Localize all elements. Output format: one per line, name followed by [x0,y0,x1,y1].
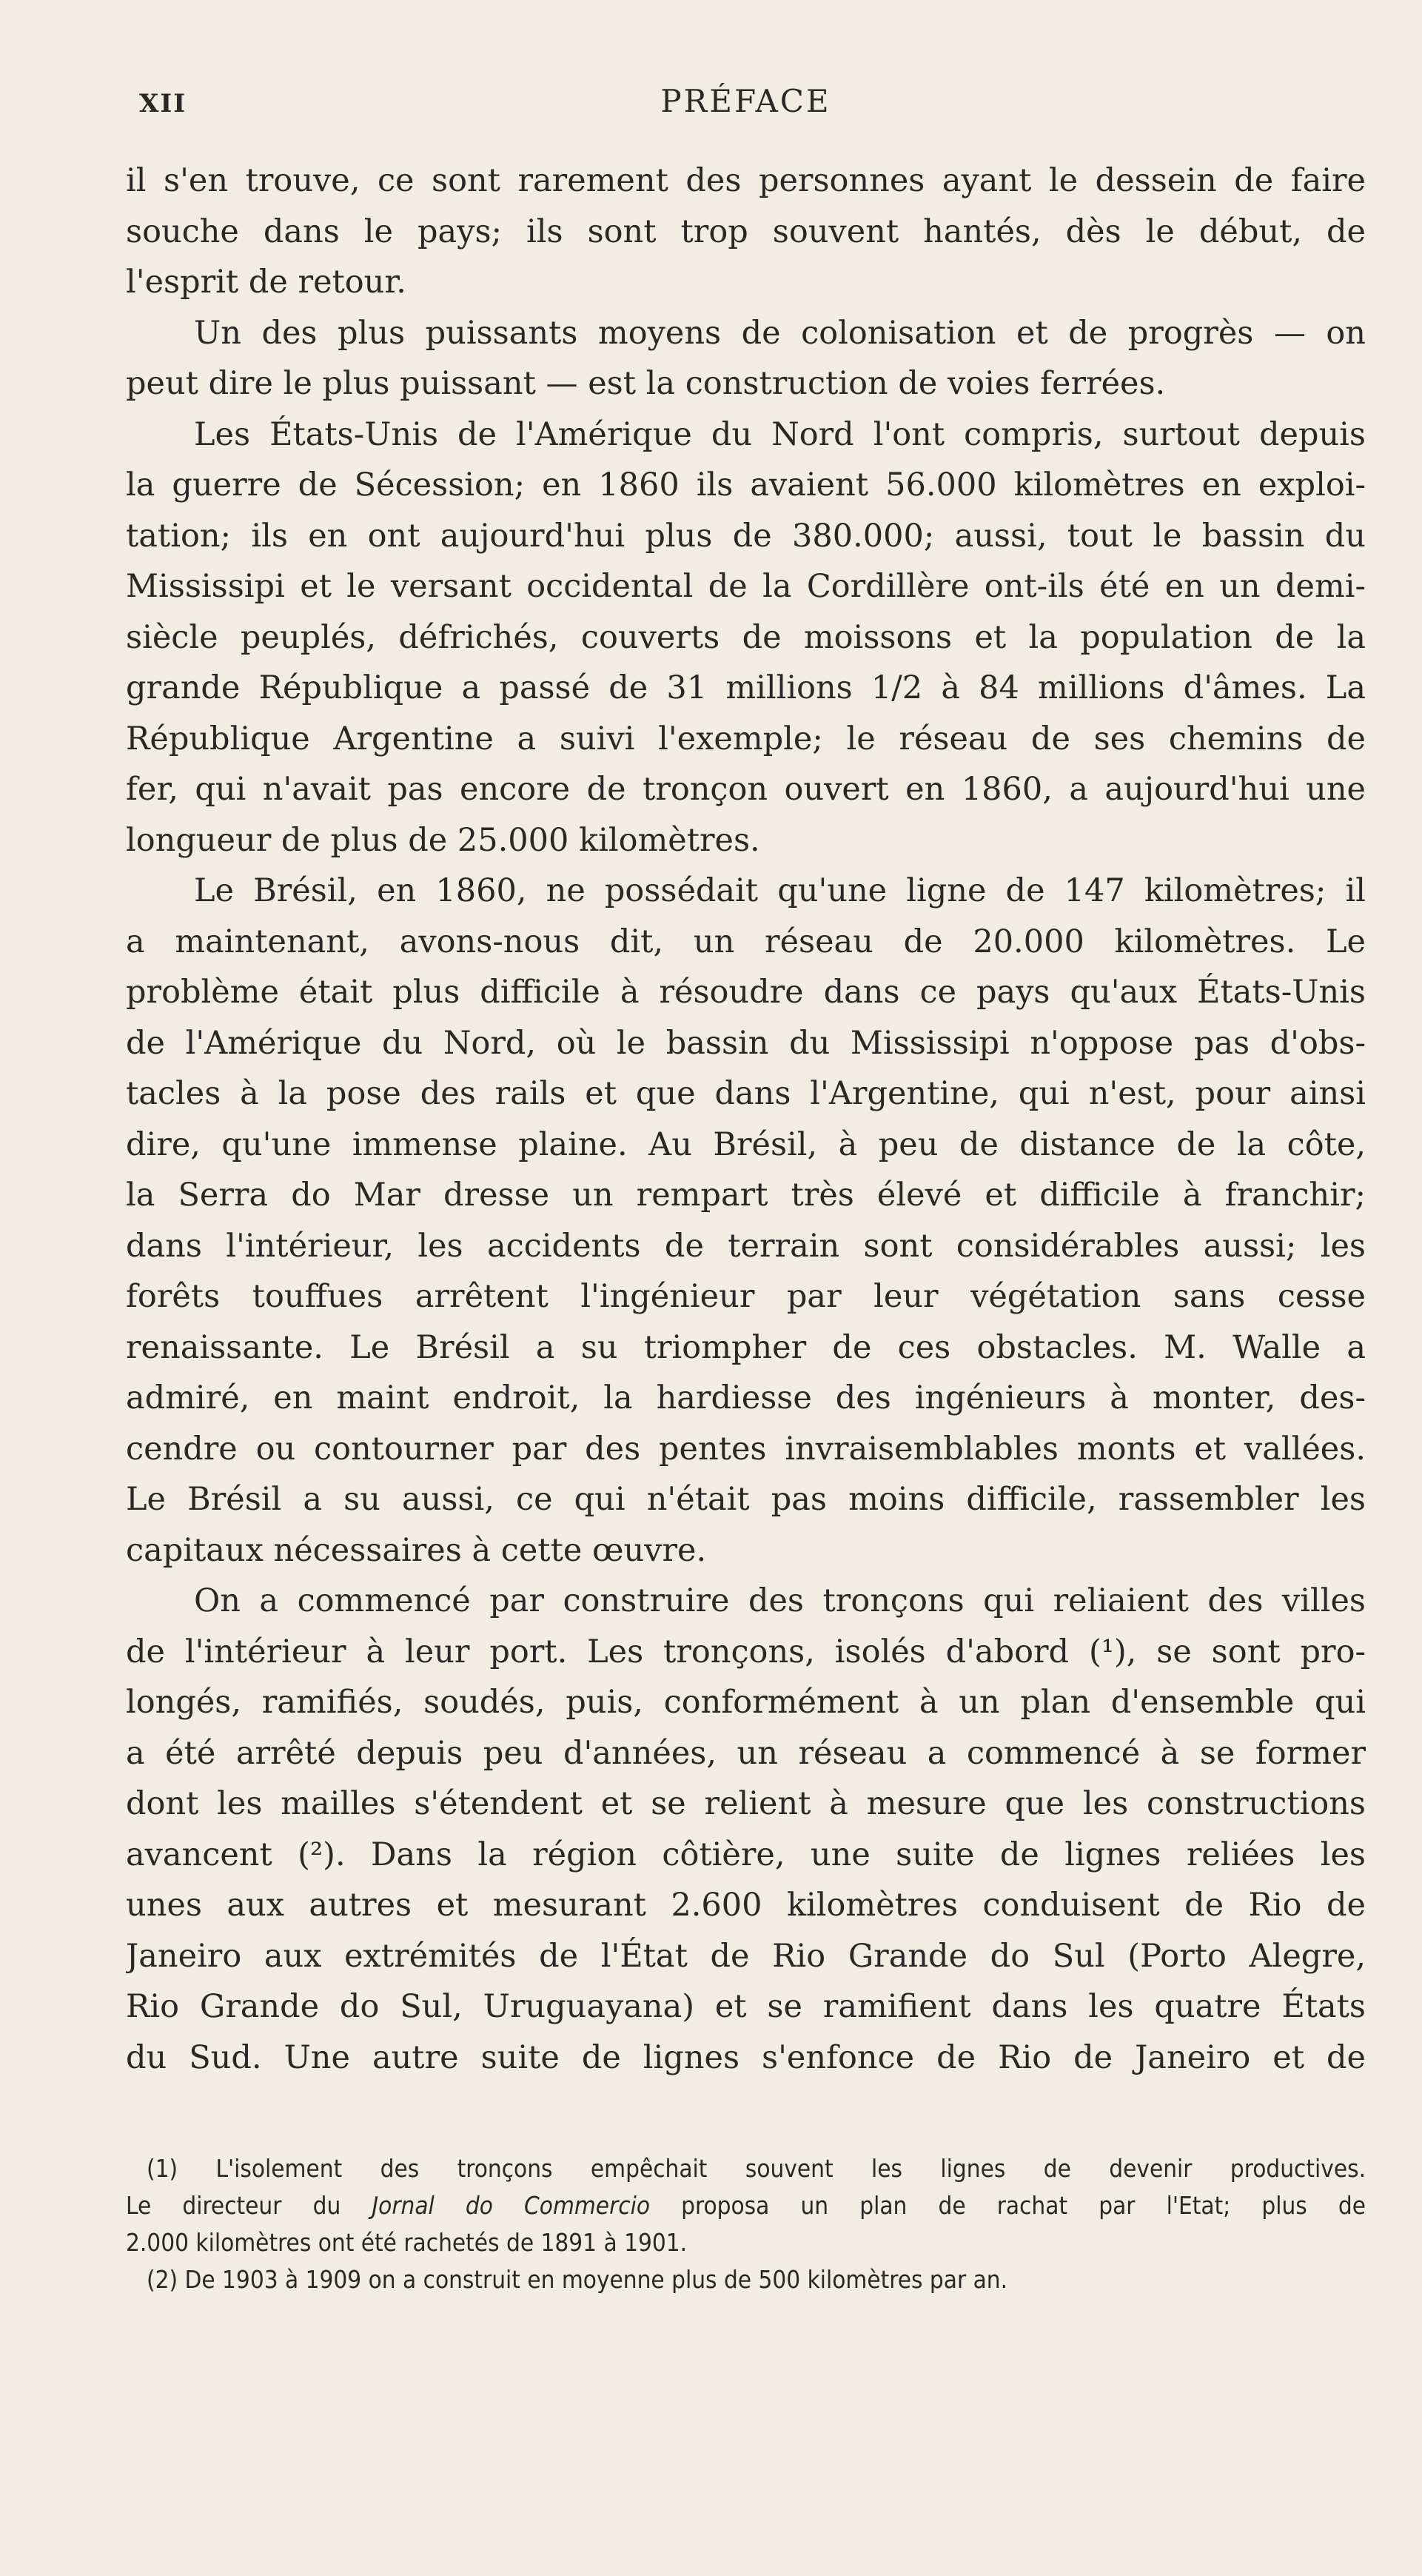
text-line: avancent (²). Dans la région côtière, une suite de lignes reliées les [126,1836,1366,1873]
text-line: République Argentine a suivi l'exemple; le réseau de ses chemins de [126,720,1366,757]
text-line: peut dire le plus puissant — est la construction de voies ferrées. [126,365,1166,402]
text-line: Rio Grande do Sul, Uruguayana) et se ramifient dans les quatre États [126,1988,1366,2025]
text-line: dont les mailles s'étendent et se relient à mesure que les constructions [126,1785,1366,1822]
text-line: Les États-Unis de l'Amérique du Nord l'ont compris, surtout depuis [194,415,1366,453]
text-line: Le Brésil a su aussi, ce qui n'était pas moins difficile, rassembler les [126,1481,1366,1518]
text-line: la Serra do Mar dresse un rempart très élevé et difficile à franchir; [126,1177,1366,1214]
footnote-2-line: (2) De 1903 à 1909 on a construit en moyenne plus de 500 kilomètres par an. [147,2265,1008,2294]
text-line: de l'Amérique du Nord, où le bassin du Mississipi n'oppose pas d'obs- [126,1024,1366,1062]
body-text [126,155,1366,2083]
footnote-text: proposa un plan de rachat par l'Etat; plus de [650,2191,1366,2220]
text-line: de l'intérieur à leur port. Les tronçons, isolés d'abord (¹), se sont pro- [126,1633,1366,1670]
footnote-1-line: 2.000 kilomètres ont été rachetés de 1891 à 1901. [126,2228,688,2257]
text-line: cendre ou contourner par des pentes invraisemblables monts et vallées. [126,1430,1366,1468]
running-title: PRÉFACE [660,83,831,119]
text-line: admiré, en maint endroit, la hardiesse des ingénieurs à monter, des- [126,1379,1366,1416]
page-number: XII [139,89,187,118]
text-line: Janeiro aux extrémités de l'État de Rio Grande do Sul (Porto Alegre, [126,1937,1366,1975]
text-line: souche dans le pays; ils sont trop souvent hantés, dès le début, de [126,213,1366,250]
text-line: il s'en trouve, ce sont rarement des personnes ayant le dessein de faire [126,162,1366,199]
text-line: tacles à la pose des rails et que dans l'Argentine, qui n'est, pour ainsi [126,1075,1366,1112]
text-line: du Sud. Une autre suite de lignes s'enfonce de Rio de Janeiro et de [126,2038,1366,2076]
page-header [126,83,1366,127]
text-line: Un des plus puissants moyens de colonisation et de progrès — on [194,314,1366,352]
text-line: unes aux autres et mesurant 2.600 kilomètres conduisent de Rio de [126,1887,1366,1924]
text-line: siècle peuplés, défrichés, couverts de moissons et la population de la [126,618,1366,656]
text-line: longés, ramifiés, soudés, puis, conformément à un plan d'ensemble qui [126,1684,1366,1721]
text-line: Mississipi et le versant occidental de la Cordillère ont-ils été en un demi- [126,568,1366,605]
footnotes [126,2150,1366,2298]
footnote-text: Le directeur du [126,2191,372,2220]
text-line: On a commencé par construire des tronçons qui reliaient des villes [194,1582,1366,1619]
text-line: dire, qu'une immense plaine. Au Brésil, à peu de distance de la côte, [126,1125,1366,1163]
text-line: Le Brésil, en 1860, ne possédait qu'une ligne de 147 kilomètres; il [194,872,1366,909]
text-line: renaissante. Le Brésil a su triompher de ces obstacles. M. Walle a [126,1328,1366,1366]
text-line: forêts touffues arrêtent l'ingénieur par leur végétation sans cesse [126,1278,1366,1315]
text-line: fer, qui n'avait pas encore de tronçon ouvert en 1860, a aujourd'hui une [126,771,1366,808]
footnote-1-line: (1) L'isolement des tronçons empêchait souvent les lignes de devenir productives. [147,2154,1366,2183]
text-line: tation; ils en ont aujourd'hui plus de 380.000; aussi, tout le bassin du [126,517,1366,555]
text-line: capitaux nécessaires à cette œuvre. [126,1531,707,1569]
text-line: longueur de plus de 25.000 kilomètres. [126,821,760,859]
text-line: la guerre de Sécession; en 1860 ils avaient 56.000 kilomètres en exploi- [126,466,1366,504]
newspaper-title: Jornal do Commercio [372,2191,651,2220]
text-line: dans l'intérieur, les accidents de terrain sont considérables aussi; les [126,1227,1366,1265]
text-line: a maintenant, avons-nous dit, un réseau de 20.000 kilomètres. Le [126,923,1366,960]
text-line: grande République a passé de 31 millions 1/2 à 84 millions d'âmes. La [126,669,1366,706]
footnote-1-line [126,2187,1366,2224]
text-line: problème était plus difficile à résoudre dans ce pays qu'aux États-Unis [126,974,1366,1011]
text-line: l'esprit de retour. [126,264,406,301]
text-line: a été arrêté depuis peu d'années, un réseau a commencé à se former [126,1734,1366,1772]
